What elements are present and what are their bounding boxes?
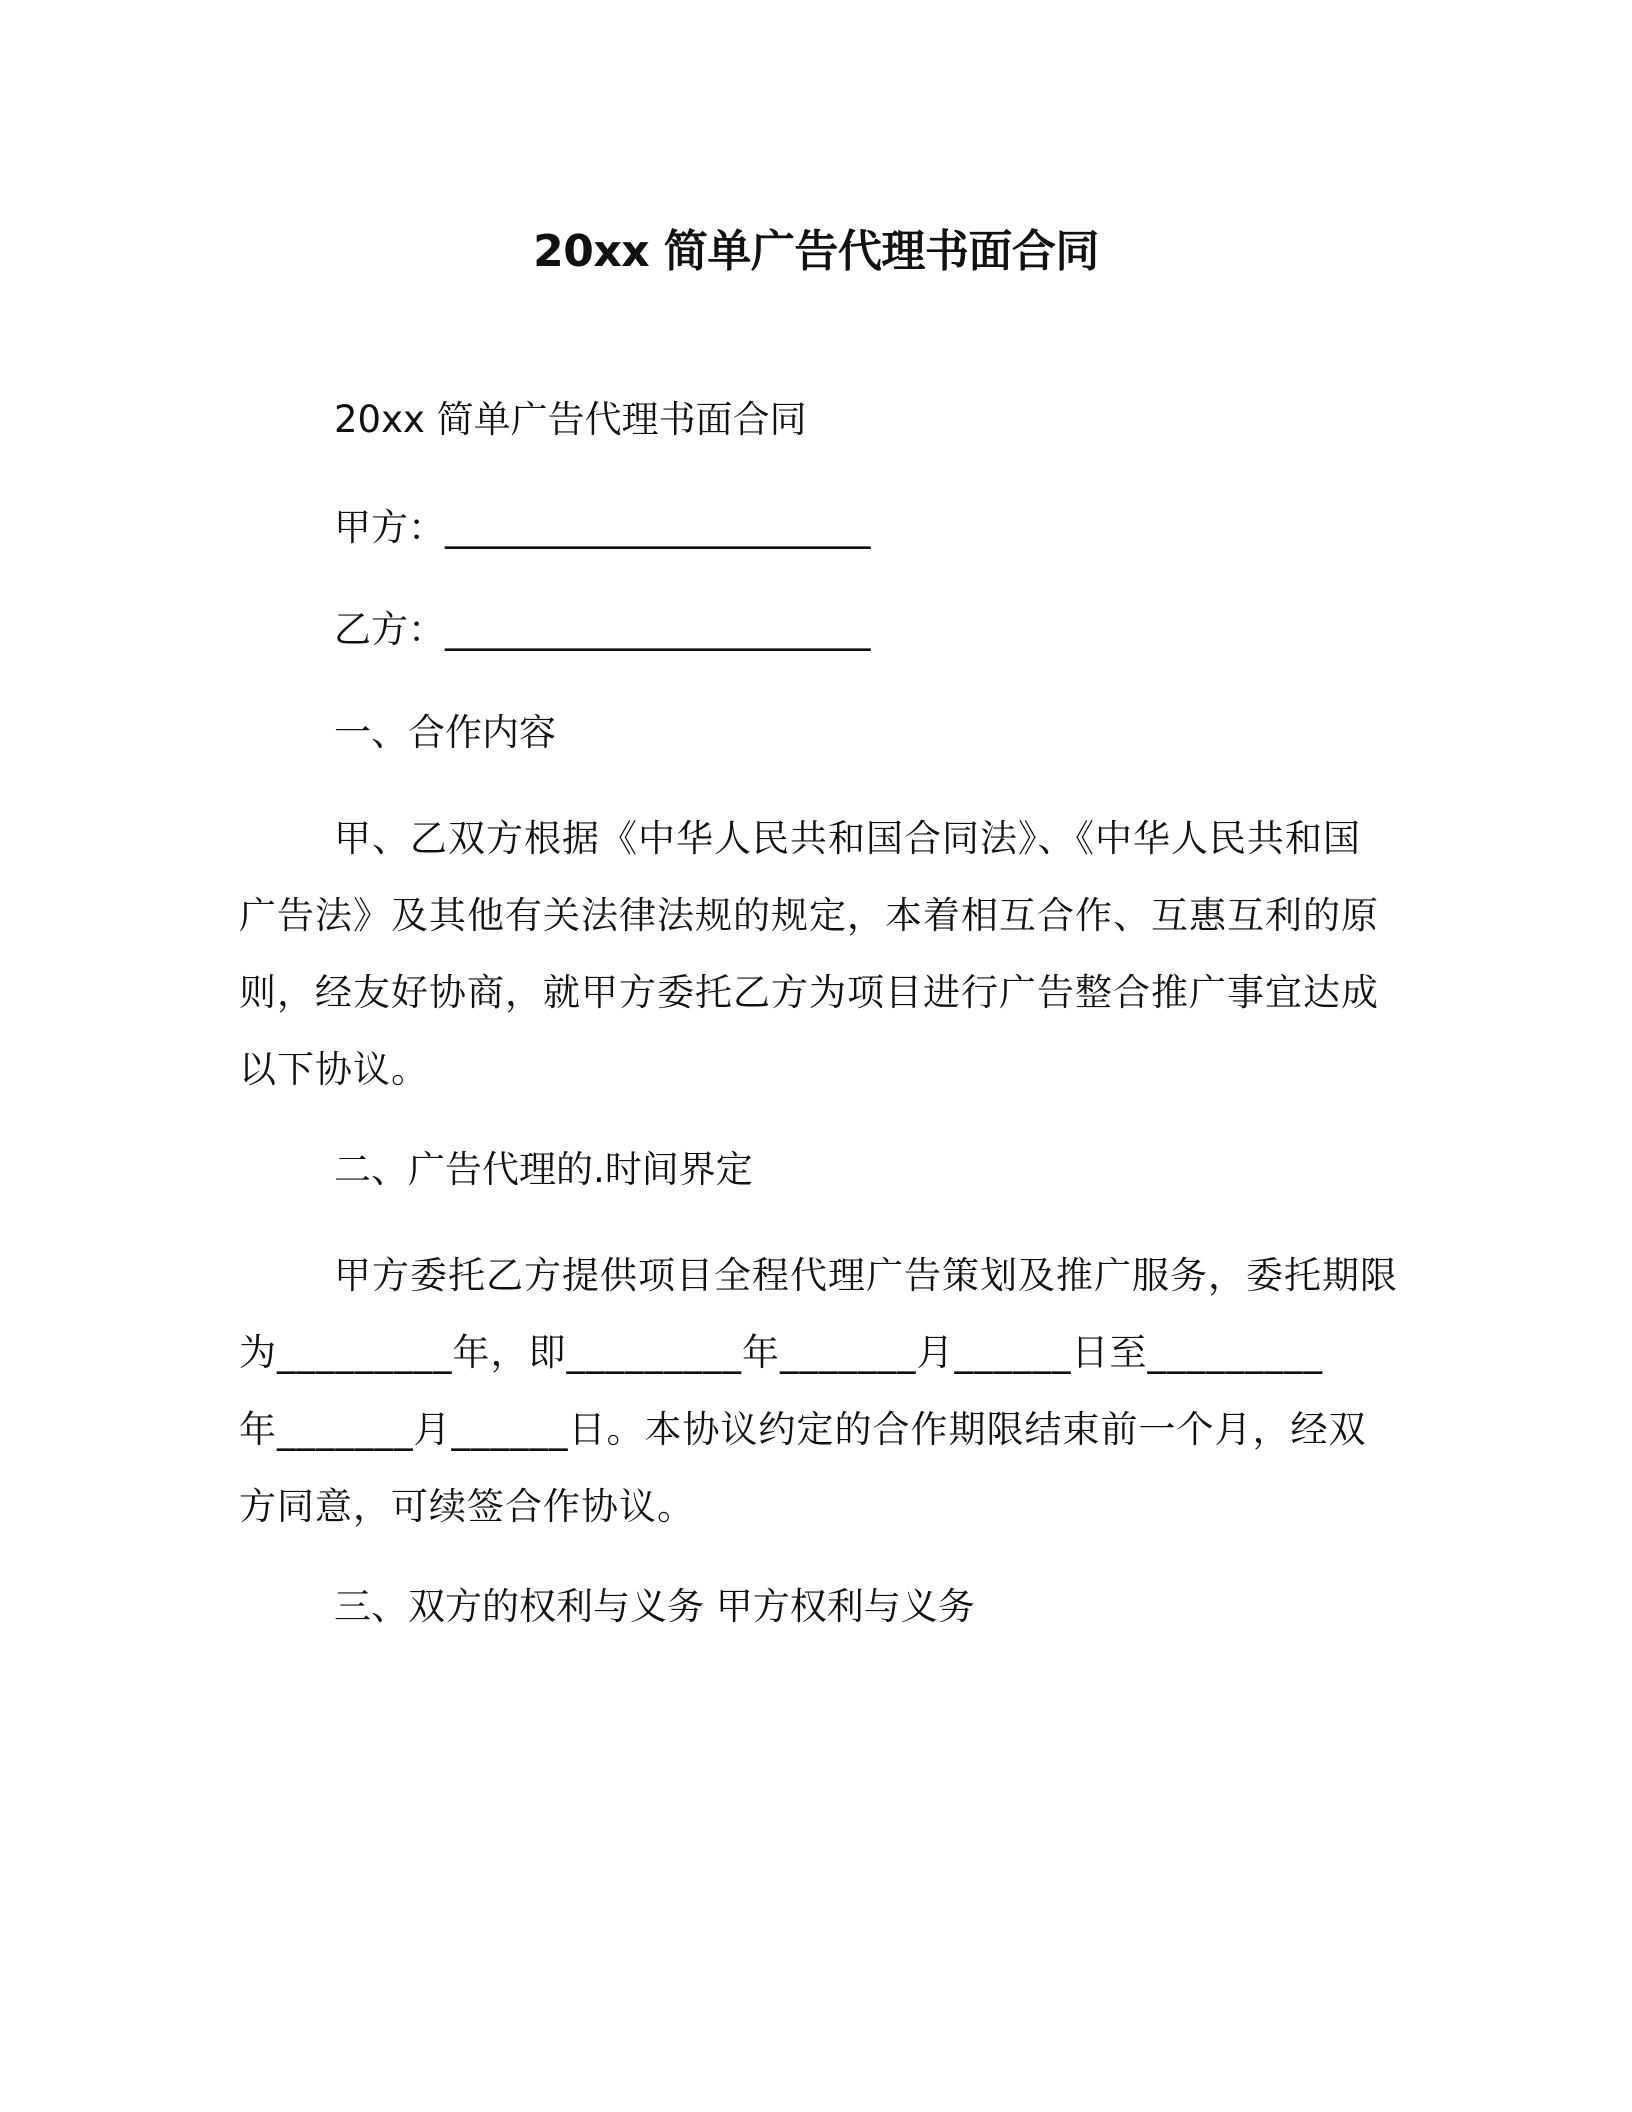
section-1-heading: 一、合作内容 [334,711,556,754]
paragraph-line: 则，经友好协商，就甲方委托乙方为项目进行广告整合推广事宜达成 [239,971,1379,1014]
paragraph-line: 年_______月______日。本协议约定的合作期限结束前一个月，经双 [239,1408,1367,1451]
section-2-paragraph [239,1237,1398,1545]
party-a-line: 甲方：_______________________ [334,506,871,549]
paragraph-line: 甲方委托乙方提供项目全程代理广告策划及推广服务，委托期限 [334,1254,1398,1297]
paragraph-line: 为_________年，即_________年_______月______日至_________ [239,1331,1323,1374]
paragraph-line: 广告法》及其他有关法律法规的规定，本着相互合作、互惠互利的原 [239,894,1379,937]
paragraph-line: 方同意，可续签合作协议。 [239,1485,695,1528]
section-2-heading: 二、广告代理的.时间界定 [334,1148,753,1191]
document-subtitle: 20xx 简单广告代理书面合同 [334,398,807,441]
document-title: 20xx 简单广告代理书面合同 [533,226,1099,277]
paragraph-line: 以下协议。 [239,1048,429,1091]
party-b-line: 乙方：_______________________ [334,608,871,651]
section-3-heading: 三、双方的权利与义务 甲方权利与义务 [334,1585,975,1628]
paragraph-line: 甲、乙双方根据《中华人民共和国合同法》、《中华人民共和国 [334,817,1361,860]
section-1-paragraph [239,800,1389,1108]
